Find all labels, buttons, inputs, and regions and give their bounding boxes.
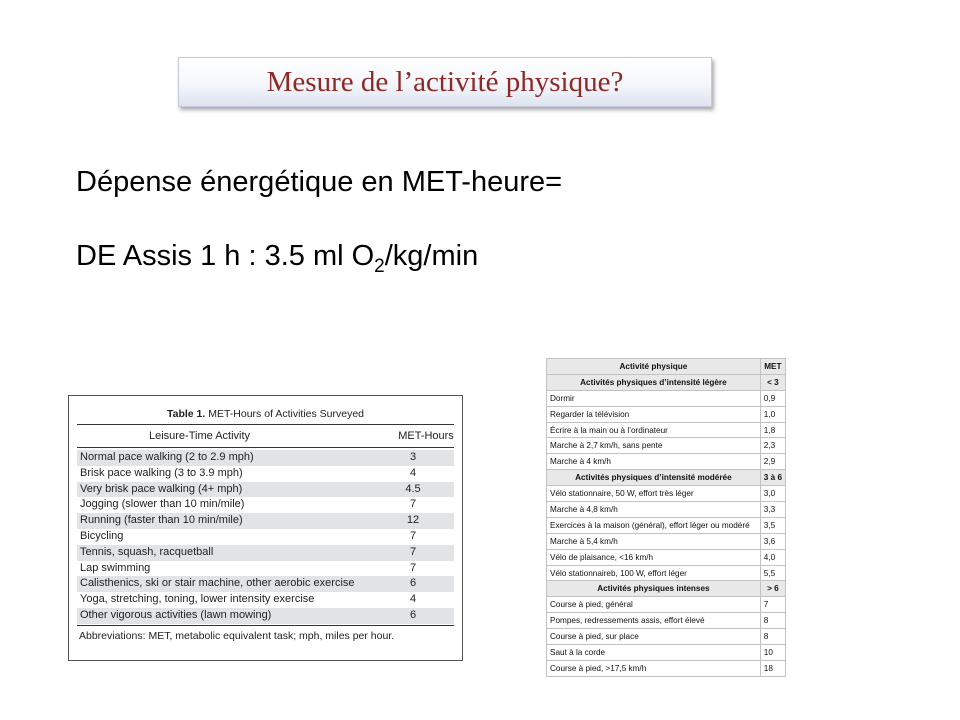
- table1-header-activity: Leisure-Time Activity: [148, 430, 251, 442]
- table2-activity-cell: Marche à 4 km/h: [547, 454, 761, 470]
- table2-activity-cell: Vélo de plaisance, <16 km/h: [547, 549, 761, 565]
- table2-activity-cell: Exercices à la maison (général), effort léger ou modéré: [547, 517, 761, 533]
- table1-activity-cell: Jogging (slower than 10 min/mile): [80, 498, 245, 511]
- table1-met-hours-cell: 7: [409, 529, 417, 542]
- table1-row: [77, 513, 454, 529]
- table2-activity-cell: Vélo stationnaire, 50 W, effort très léger: [547, 486, 761, 502]
- table1-row: [77, 592, 454, 608]
- table2-activity-cell: Vélo stationnaireb, 100 W, effort léger: [547, 565, 761, 581]
- table1-row: [77, 545, 454, 561]
- table2-met-cell: 8: [760, 629, 785, 645]
- table2-activity-cell: Marche à 4,8 km/h: [547, 502, 761, 518]
- met-hours-table: [68, 395, 463, 661]
- table2-row: [547, 422, 786, 438]
- table1-row: [77, 561, 454, 577]
- table1-row: [77, 529, 454, 545]
- oxygen-subscript: 2: [374, 256, 385, 277]
- table1-met-hours-cell: 4: [409, 466, 417, 479]
- table2-header-row: [547, 359, 786, 375]
- table1-met-hours-cell: 7: [409, 561, 417, 574]
- table2-row: [547, 533, 786, 549]
- table2-row: [547, 613, 786, 629]
- table1-activity-cell: Yoga, stretching, toning, lower intensity exercise: [80, 593, 315, 606]
- table1-met-hours-cell: 6: [409, 608, 417, 621]
- table2-met-cell: 2,9: [760, 454, 785, 470]
- table2-met-cell: 2,3: [760, 438, 785, 454]
- table2-activity-cell: Course à pied, >17,5 km/h: [547, 660, 761, 676]
- table1-activity-cell: Other vigorous activities (lawn mowing): [80, 608, 272, 621]
- table2-met-cell: 8: [760, 613, 785, 629]
- table2-header-activity: Activité physique: [547, 359, 761, 375]
- table2-row: [547, 549, 786, 565]
- table2-met-cell: 4,0: [760, 549, 785, 565]
- table2-met-cell: 7: [760, 597, 785, 613]
- table2-activity-cell: Dormir: [547, 390, 761, 406]
- table2-met-cell: 18: [760, 660, 785, 676]
- table1-row: [77, 608, 454, 624]
- table1-activity-cell: Calisthenics, ski or stair machine, other aerobic exercise: [80, 577, 355, 590]
- table1-row: [77, 576, 454, 592]
- table2-row: [547, 390, 786, 406]
- table1-met-hours-cell: 7: [409, 498, 417, 511]
- table2-row: [547, 597, 786, 613]
- resting-expenditure-line: [76, 240, 479, 277]
- table1-header-row: [77, 427, 454, 445]
- table1-met-hours-cell: 12: [406, 514, 420, 527]
- table2-met-cell: 3,6: [760, 533, 785, 549]
- slide-title-box: [178, 57, 712, 107]
- table2-row: [547, 438, 786, 454]
- table1-met-hours-cell: 6: [409, 577, 417, 590]
- table2-section-row: [547, 470, 786, 486]
- table2-row: [547, 517, 786, 533]
- table2-met-cell: 3,3: [760, 502, 785, 518]
- table1-met-hours-cell: 4: [409, 593, 417, 606]
- table1-activity-cell: Running (faster than 10 min/mile): [80, 514, 243, 527]
- table2-section-row: [547, 374, 786, 390]
- table2-activity-cell: Écrire à la main ou à l’ordinateur: [547, 422, 761, 438]
- table2-met-cell: 3,5: [760, 517, 785, 533]
- table1-header-met-hours: MET-Hours: [398, 430, 454, 442]
- table1-met-hours-cell: 7: [409, 545, 417, 558]
- table2-row: [547, 645, 786, 661]
- table2-activity-cell: Course à pied, général: [547, 597, 761, 613]
- table2-activity-cell: Course à pied, sur place: [547, 629, 761, 645]
- met-activity-table: [546, 358, 786, 677]
- table1-met-hours-cell: 4.5: [405, 482, 421, 495]
- table1-row: [77, 497, 454, 513]
- table1-activity-cell: Very brisk pace walking (4+ mph): [80, 482, 243, 495]
- table2-row: [547, 502, 786, 518]
- table1-activity-cell: Normal pace walking (2 to 2.9 mph): [80, 451, 254, 463]
- table1-bottom-rule: [77, 625, 454, 626]
- table2-met-cell: 1,8: [760, 422, 785, 438]
- table2-row: [547, 486, 786, 502]
- table2-met-cell: 0,9: [760, 390, 785, 406]
- table2-header-met: MET: [760, 359, 785, 375]
- table1-top-rule: [77, 424, 454, 425]
- met-hour-definition: Dépense énergétique en MET-heure=: [76, 166, 563, 198]
- table2-section-met: 3 à 6: [760, 470, 785, 486]
- table2-activity-cell: Regarder la télévision: [547, 406, 761, 422]
- table1-row: [77, 450, 454, 466]
- table2-row: [547, 629, 786, 645]
- table1-row: [77, 466, 454, 482]
- table2-met-cell: 3,0: [760, 486, 785, 502]
- resting-expenditure-unit: /kg/min: [384, 240, 479, 272]
- table1-activity-cell: Tennis, squash, racquetball: [80, 545, 214, 558]
- table2-section-row: [547, 581, 786, 597]
- table1-activity-cell: Lap swimming: [80, 561, 151, 574]
- table2-row: [547, 565, 786, 581]
- table2-section-met: > 6: [760, 581, 785, 597]
- table1-caption-text: MET-Hours of Activities Surveyed: [208, 408, 365, 420]
- table2-row: [547, 454, 786, 470]
- table2-met-cell: 5,5: [760, 565, 785, 581]
- table2-section-label: Activités physiques d’intensité modérée: [547, 470, 761, 486]
- slide-title: Mesure de l’activité physique?: [266, 65, 624, 98]
- table2-activity-cell: Pompes, redressements assis, effort élevé: [547, 613, 761, 629]
- table2-activity-cell: Saut à la corde: [547, 645, 761, 661]
- table1-caption: [69, 408, 462, 420]
- table1-body: [77, 450, 454, 624]
- table1-header-rule: [77, 447, 454, 448]
- table2-section-label: Activités physiques d’intensité légère: [547, 374, 761, 390]
- table1-footnote: Abbreviations: MET, metabolic equivalent task; mph, miles per hour.: [79, 630, 395, 642]
- table2-section-label: Activités physiques intenses: [547, 581, 761, 597]
- table2-activity-cell: Marche à 5,4 km/h: [547, 533, 761, 549]
- table2-met-cell: 10: [760, 645, 785, 661]
- table1-activity-cell: Brisk pace walking (3 to 3.9 mph): [80, 466, 243, 479]
- table2-row: [547, 406, 786, 422]
- table2-body: [547, 359, 786, 677]
- table2-activity-cell: Marche à 2,7 km/h, sans pente: [547, 438, 761, 454]
- table2-section-met: < 3: [760, 374, 785, 390]
- table2-met-cell: 1,0: [760, 406, 785, 422]
- table2-row: [547, 660, 786, 676]
- table1-activity-cell: Bicycling: [80, 529, 124, 542]
- table1-row: [77, 482, 454, 498]
- resting-expenditure-text: DE Assis 1 h : 3.5 ml O: [76, 240, 375, 272]
- table1-label: Table 1.: [166, 408, 206, 420]
- table1-met-hours-cell: 3: [409, 451, 417, 463]
